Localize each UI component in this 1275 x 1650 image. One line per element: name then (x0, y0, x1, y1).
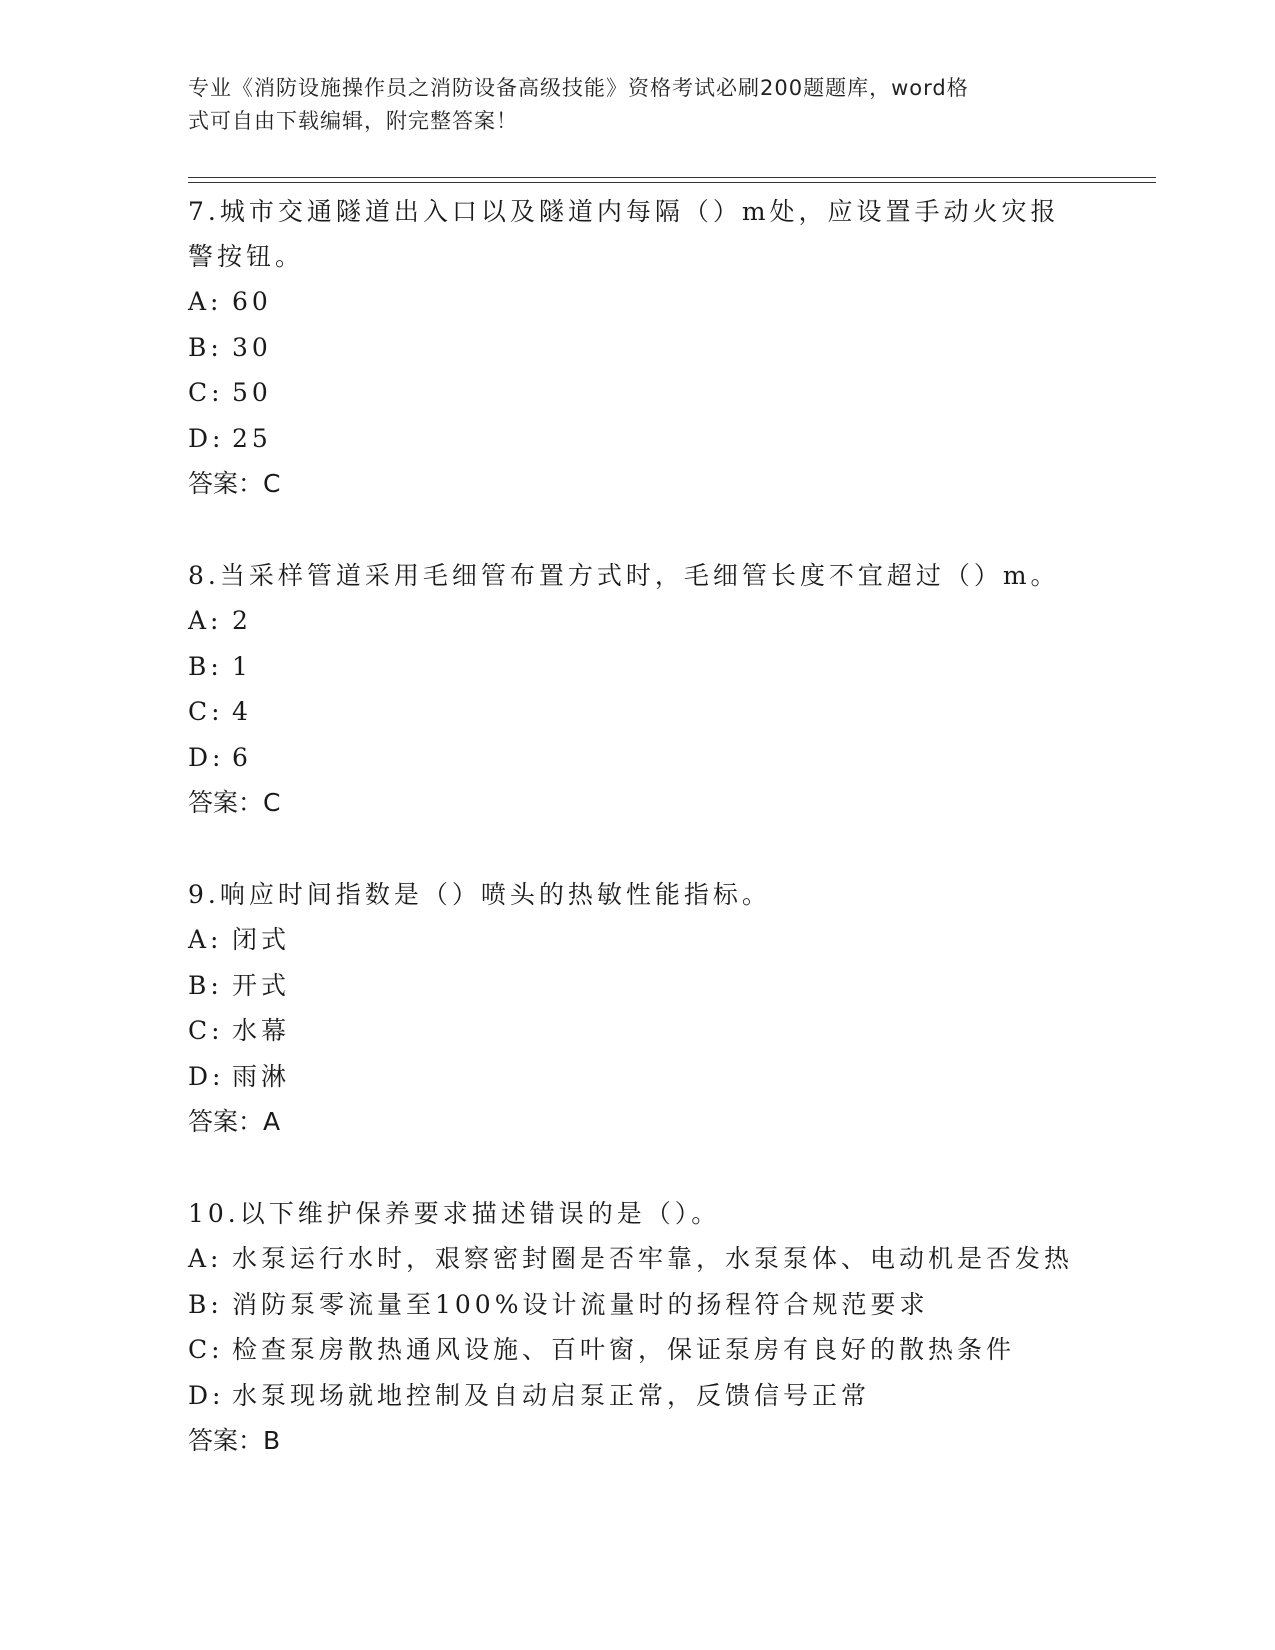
header-divider-bottom (188, 182, 1156, 183)
question-stem: 7.城市交通隧道出入口以及隧道内每隔（）m处，应设置手动火灾报警按钮。 (188, 197, 1060, 271)
option-c (188, 689, 1088, 735)
option-text: 4 (232, 697, 252, 726)
question-10 (188, 1191, 1088, 1463)
question-stem: 8.当采样管道采用毛细管布置方式时，毛细管长度不宜超过（）m。 (188, 561, 1060, 590)
option-a (188, 279, 1088, 325)
option-letter: C: (188, 697, 224, 726)
header-line-2: 式可自由下载编辑，附完整答案！ (188, 109, 518, 133)
option-text: 1 (232, 651, 252, 681)
question-7 (188, 189, 1088, 506)
answer-line: 答案：C (188, 788, 281, 817)
option-text: 6 (232, 742, 252, 772)
option-letter: B: (188, 651, 223, 681)
option-b (188, 644, 1088, 690)
option-a (188, 917, 1088, 963)
option-letter: D: (188, 1380, 225, 1410)
option-a (188, 598, 1088, 644)
header-divider-top (188, 177, 1156, 178)
option-d (188, 1054, 1088, 1100)
option-letter: C: (188, 378, 224, 407)
option-letter: A: (188, 606, 223, 635)
option-text: 30 (232, 332, 272, 362)
option-text: 水幕 (232, 1016, 291, 1045)
option-text: 50 (232, 378, 272, 407)
option-d (188, 735, 1088, 781)
question-stem: 10.以下维护保养要求描述错误的是（）。 (188, 1199, 721, 1228)
question-9 (188, 872, 1088, 1144)
option-d (188, 1373, 1088, 1419)
option-c (188, 1008, 1088, 1054)
option-text: 消防泵零流量至100%设计流量时的扬程符合规范要求 (232, 1289, 929, 1319)
option-letter: B: (188, 970, 223, 1000)
option-text: 2 (232, 606, 252, 635)
option-letter: C: (188, 1335, 224, 1364)
option-letter: A: (188, 1244, 223, 1273)
option-letter: D: (188, 742, 225, 772)
document-header (188, 72, 1068, 138)
option-letter: B: (188, 332, 223, 362)
option-text: 水泵现场就地控制及自动启泵正常，反馈信号正常 (232, 1380, 871, 1410)
option-b (188, 1282, 1088, 1328)
option-letter: A: (188, 287, 223, 316)
question-list (188, 189, 1088, 1510)
question-stem: 9.响应时间指数是（）喷头的热敏性能指标。 (188, 880, 771, 909)
option-text: 25 (232, 423, 272, 453)
header-line-1: 专业《消防设施操作员之消防设备高级技能》资格考试必刷200题题库，word格 (188, 76, 969, 100)
option-c (188, 1327, 1088, 1373)
option-text: 检查泵房散热通风设施、百叶窗，保证泵房有良好的散热条件 (232, 1335, 1016, 1364)
option-c (188, 370, 1088, 416)
answer-line: 答案：C (188, 469, 281, 498)
option-text: 60 (232, 287, 272, 316)
option-letter: D: (188, 1061, 225, 1091)
option-text: 雨淋 (232, 1061, 291, 1091)
option-d (188, 416, 1088, 462)
option-text: 开式 (232, 970, 291, 1000)
option-text: 闭式 (232, 925, 291, 954)
option-letter: C: (188, 1016, 224, 1045)
option-text: 水泵运行水时，艰察密封圈是否牢靠，水泵泵体、电动机是否发热 (232, 1244, 1074, 1273)
option-a (188, 1236, 1088, 1282)
option-b (188, 963, 1088, 1009)
answer-line: 答案：A (188, 1107, 281, 1136)
option-letter: B: (188, 1289, 223, 1319)
option-letter: A: (188, 925, 223, 954)
option-b (188, 325, 1088, 371)
option-letter: D: (188, 423, 225, 453)
answer-line: 答案：B (188, 1426, 281, 1455)
question-8 (188, 553, 1088, 825)
